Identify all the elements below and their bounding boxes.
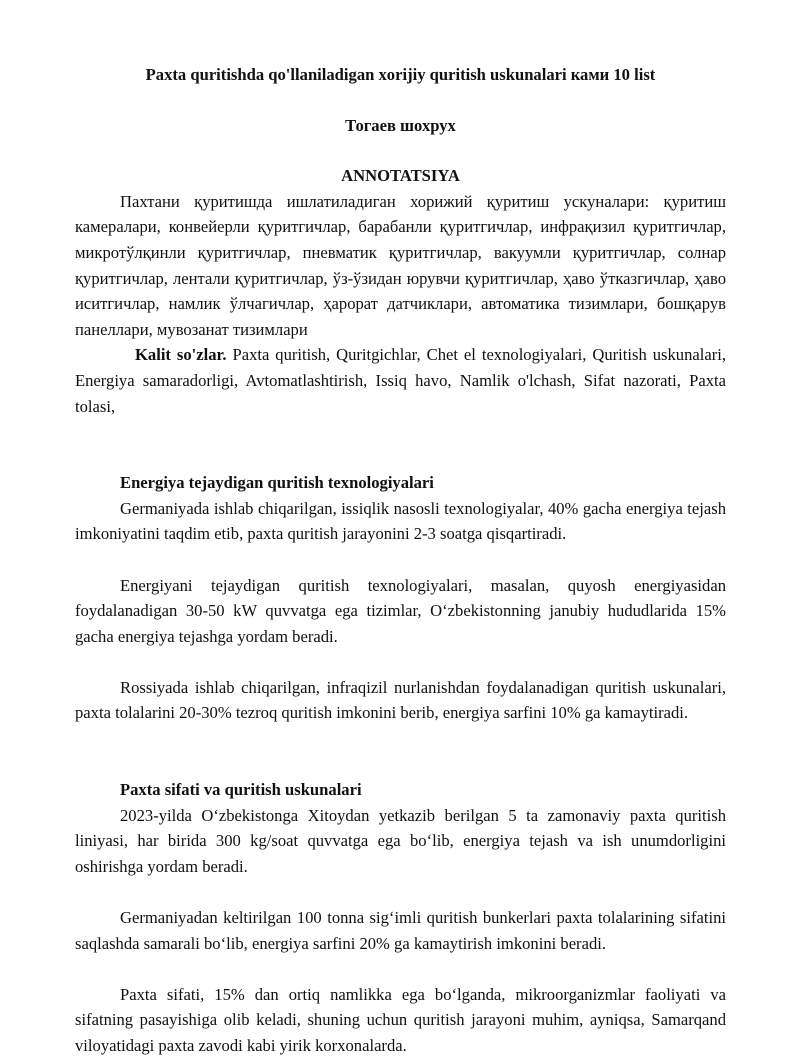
- keywords-text: Paxta quritish, Quritgichlar, Chet el texnologiyalari, Quritish uskunalari, Energiya samaradorligi, Avtomatlashtirish, Issiq havo, Namlik o'lchash, Sifat nazorati, Paxta tolasi,: [75, 345, 726, 416]
- section2-paragraph-3: Paxta sifati, 15% dan ortiq namlikka ega bo‘lganda, mikroorganizmlar faoliyati va sifatning pasayishiga olib keladi, shuning uchun quritish jarayoni muhim, ayniqsa, Samarqand viloyatidagi paxta zavodi kabi yirik korxonalarda.: [75, 984, 726, 1055]
- section1-paragraph-3: Rossiyada ishlab chiqarilgan, infraqizil nurlanishdan foydalanadigan quritish uskunalari, paxta tolalarini 20-30% tezroq quritish imkonini berib, energiya sarfini 10% ga kamaytiradi.: [75, 677, 726, 723]
- section2-paragraph-1: 2023-yilda O‘zbekistonga Xitoydan yetkazib berilgan 5 ta zamonaviy paxta quritish liniyasi, har birida 300 kg/soat quvvatga ega bo‘lib, energiya tejash va ish unumdorligini oshirishga yordam beradi.: [75, 805, 726, 876]
- keywords-label: Kalit so'zlar.: [135, 345, 227, 365]
- document-title: Paxta quritishda qo'llaniladigan xorijiy quritish uskunalari ками 10 list: [145, 65, 656, 84]
- section1-paragraph-2: Energiyani tejaydigan quritish texnologiyalari, masalan, quyosh energiyasidan foydalanadigan 30-50 kW quvvatga ega tizimlar, O‘zbekistonning janubiy hududlarida 15% gacha energiya tejashga yordam beradi.: [75, 575, 726, 646]
- section1-paragraph-1: Germaniyada ishlab chiqarilgan, issiqlik nasosli texnologiyalar, 40% gacha energiya tejash imkoniyatini taqdim etib, paxta quritish jarayonini 2-3 soatga qisqartiradi.: [75, 498, 726, 544]
- annotation-paragraph: Пахтани қуритишда ишлатиладиган хорижий қуритиш ускуналари: қуритиш камералари, конвейерли қуритгичлар, барабанли қуритгичлар, инфрақизил қуритгичлар, микротўлқинли қуритгичлар, пневматик қуритгичлар, вакуумли қуритгичлар, солнар қуритгичлар, лентали қуритгичлар, ўз-ўзидан юрувчи қуритгичлар, ҳаво ўтказгичлар, ҳаво иситгичлар, намлик ўлчагичлар, ҳарорат датчиклари, автоматика тизимлари, бошқарув панеллари, мувозанат тизимлари: [75, 191, 726, 339]
- keywords-paragraph: [75, 342, 726, 419]
- document-page: [75, 62, 726, 1059]
- author-name: Тогаев шохрух: [345, 115, 456, 135]
- section-heading-quality: Paxta sifati va quritish uskunalari: [120, 780, 362, 800]
- section2-paragraph-2: Germaniyadan keltirilgan 100 tonna sig‘imli quritish bunkerlari paxta tolalarining sifatini saqlashda samarali bo‘lib, energiya sarfini 20% ga kamaytirish imkonini beradi.: [75, 908, 726, 953]
- section-heading-energy: Energiya tejaydigan quritish texnologiyalari: [120, 473, 434, 493]
- annotation-heading: ANNOTATSIYA: [341, 166, 460, 186]
